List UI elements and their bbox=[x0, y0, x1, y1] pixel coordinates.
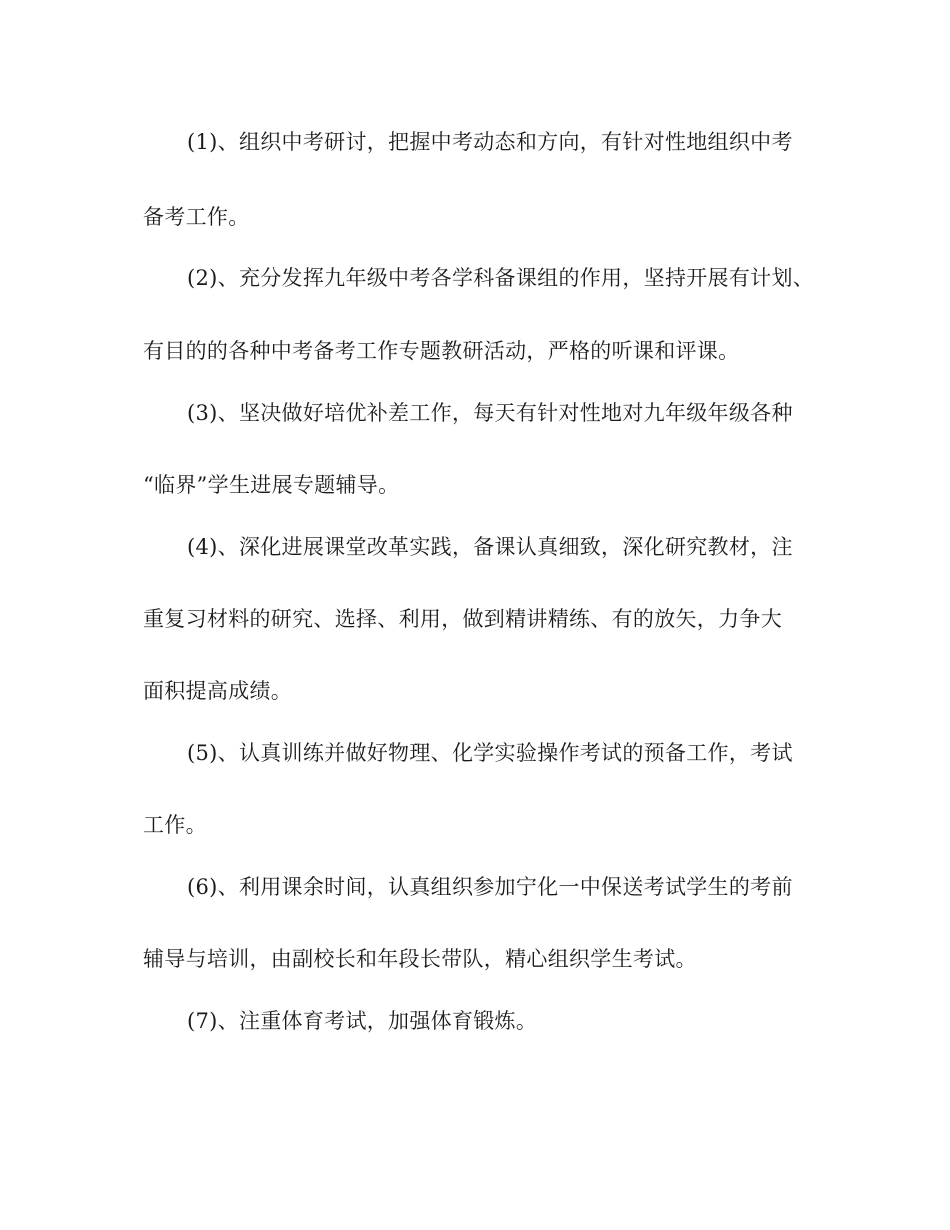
paragraph-4-line-2: 重复习材料的研究、选择、利用，做到精讲精练、有的放矢，力争大 bbox=[143, 607, 782, 631]
paragraph-1-line-1: (1)、组织中考研讨，把握中考动态和方向，有针对性地组织中考 bbox=[187, 130, 793, 154]
paragraph-5-line-2: 工作。 bbox=[143, 813, 207, 837]
paragraph-3-line-2: “临界”学生进展专题辅导。 bbox=[143, 473, 400, 497]
paragraph-4-line-1: (4)、深化进展课堂改革实践，备课认真细致，深化研究教材，注 bbox=[187, 535, 793, 559]
paragraph-4-line-3: 面积提高成绩。 bbox=[143, 679, 293, 703]
paragraph-6-line-2: 辅导与培训，由副校长和年段长带队，精心组织学生考试。 bbox=[143, 947, 697, 971]
paragraph-2-line-1: (2)、充分发挥九年级中考各学科备课组的作用，坚持开展有计划、 bbox=[187, 266, 815, 290]
paragraph-2-line-2: 有目的的各种中考备考工作专题教研活动，严格的听课和评课。 bbox=[143, 339, 740, 363]
paragraph-3-line-1: (3)、坚决做好培优补差工作，每天有针对性地对九年级年级各种 bbox=[187, 401, 793, 425]
paragraph-5-line-1: (5)、认真训练并做好物理、化学实验操作考试的预备工作，考试 bbox=[187, 741, 793, 765]
paragraph-6-line-1: (6)、利用课余时间，认真组织参加宁化一中保送考试学生的考前 bbox=[187, 875, 793, 899]
paragraph-7-line-1: (7)、注重体育考试，加强体育锻炼。 bbox=[187, 1009, 538, 1033]
paragraph-1-line-2: 备考工作。 bbox=[143, 205, 250, 229]
